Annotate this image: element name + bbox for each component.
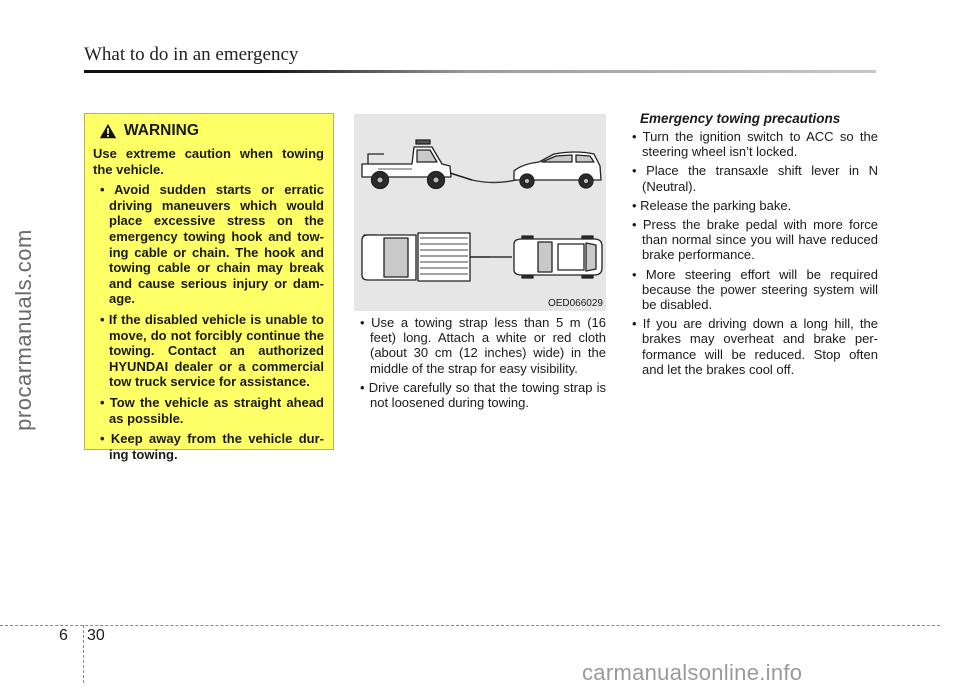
warning-item: • If the disabled vehicle is unable to move, do not forcibly continue the towing. Contact an authorized HYUNDAI dealer or a commercial tow truck service for assistance.	[93, 312, 324, 390]
list-item: • Drive carefully so that the towing strap is not loosened during towing.	[354, 380, 606, 410]
right-column	[626, 111, 878, 381]
warning-item: • Tow the vehicle as straight ahead as possible.	[93, 395, 324, 426]
towed-car-top-view	[514, 236, 602, 278]
list-item: • Release the parking bake.	[626, 198, 878, 213]
side-watermark	[2, 150, 46, 510]
bottom-watermark: carmanualsonline.info	[582, 660, 803, 685]
footer-divider	[83, 625, 84, 683]
chapter-number: 6	[59, 627, 68, 644]
tow-truck-top-view	[362, 233, 490, 281]
towed-car-side-view	[514, 152, 601, 188]
tow-truck-side-view	[362, 140, 472, 189]
header-rule	[84, 70, 876, 73]
warning-title: WARNING	[124, 122, 199, 139]
warning-lead: Use extreme caution when towing the vehicle.	[93, 146, 324, 177]
list-item: • Place the transaxle shift lever in N (Neutral).	[626, 163, 878, 193]
list-item: • More steering effort will be required because the power steering system will be disabled.	[626, 267, 878, 313]
warning-box	[84, 113, 334, 462]
side-watermark-text: procarmanuals.com	[11, 229, 36, 431]
strap-instructions-list	[354, 315, 606, 410]
list-item: • Press the brake pedal with more force than normal since you will have reduced brake performance.	[626, 217, 878, 263]
list-item: • Use a towing strap less than 5 m (16 feet) long. Attach a white or red cloth (about 30 cm (12 inches) wide) in the middle of the strap for easy visibility.	[354, 315, 606, 376]
list-item: • If you are driving down a long hill, the brakes may overheat and brake per-formance will be reduced. Stop often and let the brakes cool off.	[626, 316, 878, 377]
footer-rule	[0, 625, 940, 626]
section-title: What to do in an emergency	[84, 44, 299, 65]
warning-item: • Avoid sudden starts or erratic driving maneuvers which would place excessive stress on the emergency towing hook and tow-ing cable or chain. The hook and towing cable or chain may break and cause serious injury or dam-age.	[93, 182, 324, 307]
precautions-heading: Emergency towing precautions	[640, 111, 841, 126]
list-item: • Turn the ignition switch to ACC so the steering wheel isn’t locked.	[626, 129, 878, 159]
towing-illustration-svg	[354, 114, 606, 311]
warning-list	[93, 182, 324, 462]
towing-strap-side	[472, 180, 516, 183]
figure-code: OED066029	[547, 298, 603, 309]
page-number: 30	[87, 627, 105, 644]
warning-triangle-icon	[99, 123, 117, 139]
precautions-list	[626, 129, 878, 377]
middle-column	[354, 315, 606, 414]
warning-item: • Keep away from the vehicle dur-ing towing.	[93, 431, 324, 462]
warning-header	[99, 122, 324, 140]
towing-illustration	[354, 114, 606, 311]
